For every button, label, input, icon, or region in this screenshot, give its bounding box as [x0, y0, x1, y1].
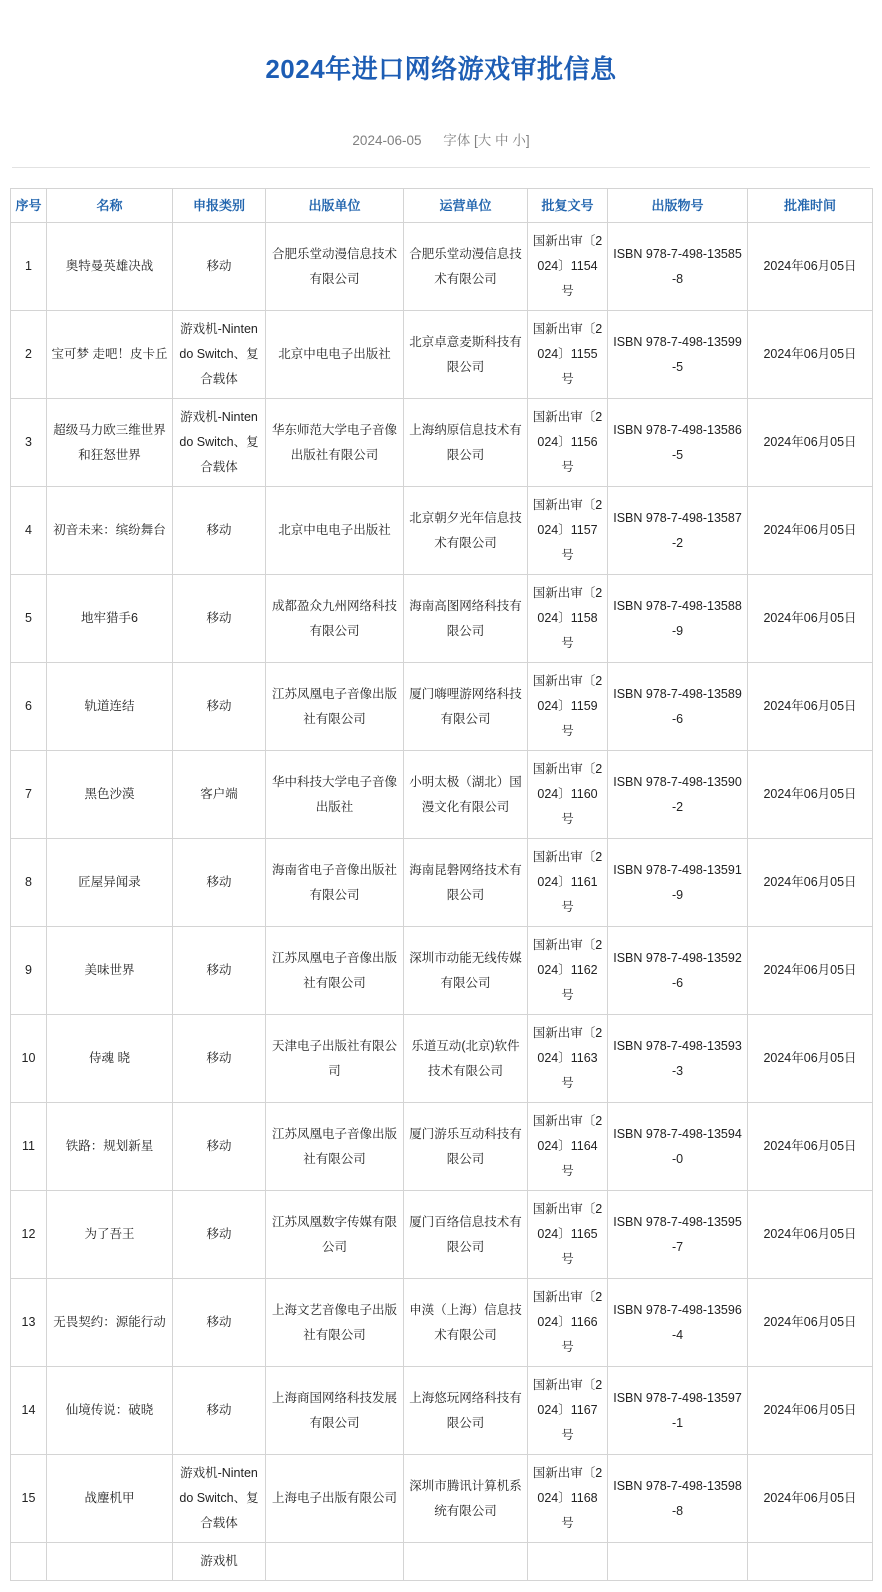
cell-operator: 上海纳原信息技术有限公司 — [404, 399, 528, 487]
cell-category: 游戏机-Nintendo Switch、复合载体 — [173, 1455, 266, 1543]
cell-game-name: 超级马力欧三维世界和狂怒世界 — [47, 399, 173, 487]
column-header-isbn: 出版物号 — [608, 189, 748, 223]
table-row — [11, 1367, 873, 1455]
cell-date: 2024年06月05日 — [748, 1191, 873, 1279]
font-size-large-link[interactable]: 大 — [477, 133, 492, 149]
cell-doc-number: 国新出审〔2024〕1168号 — [528, 1455, 608, 1543]
cell-date: 2024年06月05日 — [748, 311, 873, 399]
cell-operator: 合肥乐堂动漫信息技术有限公司 — [404, 223, 528, 311]
font-size-medium-link[interactable]: 中 — [495, 133, 509, 149]
cell-isbn: ISBN 978-7-498-13594-0 — [608, 1103, 748, 1191]
table-row — [11, 663, 873, 751]
table-header-row — [11, 189, 873, 223]
cell-publisher: 上海商国网络科技发展有限公司 — [266, 1367, 404, 1455]
cell-isbn: ISBN 978-7-498-13591-9 — [608, 839, 748, 927]
table-row — [11, 1191, 873, 1279]
table-row — [11, 1015, 873, 1103]
cell-category: 游戏机 — [173, 1543, 266, 1581]
cell-isbn: ISBN 978-7-498-13585-8 — [608, 223, 748, 311]
cell-game-name: 奥特曼英雄决战 — [47, 223, 173, 311]
cell-category: 游戏机-Nintendo Switch、复合载体 — [173, 311, 266, 399]
cell-game-name: 无畏契约：源能行动 — [47, 1279, 173, 1367]
cell-operator: 北京朝夕光年信息技术有限公司 — [404, 487, 528, 575]
cell-doc-number: 国新出审〔2024〕1158号 — [528, 575, 608, 663]
cell-game-name: 宝可梦 走吧！皮卡丘 — [47, 311, 173, 399]
cell-date: 2024年06月05日 — [748, 751, 873, 839]
cell-operator: 厦门百络信息技术有限公司 — [404, 1191, 528, 1279]
cell-date: 2024年06月05日 — [748, 1455, 873, 1543]
cell-index: 2 — [11, 311, 47, 399]
cell-doc-number: 国新出审〔2024〕1157号 — [528, 487, 608, 575]
bracket-open: [ — [474, 133, 478, 149]
cell-category: 移动 — [173, 223, 266, 311]
cell-date: 2024年06月05日 — [748, 663, 873, 751]
cell-date: 2024年06月05日 — [748, 1367, 873, 1455]
column-header-index: 序号 — [11, 189, 47, 223]
cell-doc-number: 国新出审〔2024〕1167号 — [528, 1367, 608, 1455]
cell-operator — [404, 1543, 528, 1581]
page-title: 2024年进口网络游戏审批信息 — [265, 54, 617, 85]
cell-isbn: ISBN 978-7-498-13588-9 — [608, 575, 748, 663]
table-row — [11, 1455, 873, 1543]
cell-index: 13 — [11, 1279, 47, 1367]
approval-table-body — [11, 223, 873, 1581]
cell-isbn: ISBN 978-7-498-13589-6 — [608, 663, 748, 751]
cell-category: 游戏机-Nintendo Switch、复合载体 — [173, 399, 266, 487]
cell-doc-number: 国新出审〔2024〕1163号 — [528, 1015, 608, 1103]
cell-isbn: ISBN 978-7-498-13592-6 — [608, 927, 748, 1015]
column-header-date: 批准时间 — [748, 189, 873, 223]
cell-index: 11 — [11, 1103, 47, 1191]
cell-doc-number: 国新出审〔2024〕1162号 — [528, 927, 608, 1015]
cell-category: 客户端 — [173, 751, 266, 839]
cell-date: 2024年06月05日 — [748, 575, 873, 663]
cell-date: 2024年06月05日 — [748, 839, 873, 927]
cell-doc-number: 国新出审〔2024〕1155号 — [528, 311, 608, 399]
cell-index: 7 — [11, 751, 47, 839]
cell-doc-number: 国新出审〔2024〕1166号 — [528, 1279, 608, 1367]
cell-index: 4 — [11, 487, 47, 575]
cell-operator: 深圳市腾讯计算机系统有限公司 — [404, 1455, 528, 1543]
cell-doc-number: 国新出审〔2024〕1161号 — [528, 839, 608, 927]
cell-publisher: 华东师范大学电子音像出版社有限公司 — [266, 399, 404, 487]
table-row — [11, 839, 873, 927]
cell-date: 2024年06月05日 — [748, 399, 873, 487]
cell-index: 5 — [11, 575, 47, 663]
cell-category: 移动 — [173, 575, 266, 663]
approval-table — [10, 188, 873, 1581]
cell-publisher: 华中科技大学电子音像出版社 — [266, 751, 404, 839]
cell-operator: 海南昆磐网络技术有限公司 — [404, 839, 528, 927]
cell-publisher: 江苏凤凰电子音像出版社有限公司 — [266, 663, 404, 751]
cell-publisher: 上海文艺音像电子出版社有限公司 — [266, 1279, 404, 1367]
table-row — [11, 751, 873, 839]
cell-isbn: ISBN 978-7-498-13598-8 — [608, 1455, 748, 1543]
cell-index: 12 — [11, 1191, 47, 1279]
cell-index: 9 — [11, 927, 47, 1015]
cell-game-name: 战麈机甲 — [47, 1455, 173, 1543]
cell-isbn: ISBN 978-7-498-13596-4 — [608, 1279, 748, 1367]
cell-isbn: ISBN 978-7-498-13599-5 — [608, 311, 748, 399]
cell-category: 移动 — [173, 1015, 266, 1103]
table-row — [11, 1279, 873, 1367]
cell-publisher: 天津电子出版社有限公司 — [266, 1015, 404, 1103]
cell-publisher: 江苏凤凰电子音像出版社有限公司 — [266, 927, 404, 1015]
cell-publisher — [266, 1543, 404, 1581]
cell-index: 8 — [11, 839, 47, 927]
cell-date: 2024年06月05日 — [748, 223, 873, 311]
cell-isbn: ISBN 978-7-498-13595-7 — [608, 1191, 748, 1279]
table-row — [11, 575, 873, 663]
cell-doc-number: 国新出审〔2024〕1160号 — [528, 751, 608, 839]
table-row — [11, 223, 873, 311]
table-row — [11, 487, 873, 575]
cell-category: 移动 — [173, 1279, 266, 1367]
cell-publisher: 合肥乐堂动漫信息技术有限公司 — [266, 223, 404, 311]
cell-game-name: 美味世界 — [47, 927, 173, 1015]
cell-index: 14 — [11, 1367, 47, 1455]
cell-publisher: 北京中电电子出版社 — [266, 487, 404, 575]
column-header-doc-number: 批复文号 — [528, 189, 608, 223]
cell-index — [11, 1543, 47, 1581]
cell-doc-number: 国新出审〔2024〕1156号 — [528, 399, 608, 487]
cell-category: 移动 — [173, 1103, 266, 1191]
cell-publisher: 江苏凤凰电子音像出版社有限公司 — [266, 1103, 404, 1191]
column-header-category: 申报类别 — [173, 189, 266, 223]
cell-date — [748, 1543, 873, 1581]
cell-isbn: ISBN 978-7-498-13593-3 — [608, 1015, 748, 1103]
cell-category: 移动 — [173, 663, 266, 751]
cell-game-name: 初音未来：缤纷舞台 — [47, 487, 173, 575]
table-row-partial — [11, 1543, 873, 1581]
cell-publisher: 江苏凤凰数字传媒有限公司 — [266, 1191, 404, 1279]
cell-category: 移动 — [173, 1367, 266, 1455]
table-row — [11, 927, 873, 1015]
cell-game-name: 匠屋异闻录 — [47, 839, 173, 927]
cell-game-name: 侍魂 晓 — [47, 1015, 173, 1103]
table-row — [11, 311, 873, 399]
article-meta-bar — [0, 103, 882, 163]
cell-publisher: 成都盈众九州网络科技有限公司 — [266, 575, 404, 663]
cell-publisher: 上海电子出版有限公司 — [266, 1455, 404, 1543]
cell-category: 移动 — [173, 1191, 266, 1279]
cell-doc-number: 国新出审〔2024〕1159号 — [528, 663, 608, 751]
cell-operator: 乐道互动(北京)软件技术有限公司 — [404, 1015, 528, 1103]
cell-date: 2024年06月05日 — [748, 1103, 873, 1191]
font-size-label: 字体 — [443, 133, 471, 149]
cell-index: 1 — [11, 223, 47, 311]
cell-game-name: 黑色沙漠 — [47, 751, 173, 839]
cell-doc-number — [528, 1543, 608, 1581]
cell-publisher: 海南省电子音像出版社有限公司 — [266, 839, 404, 927]
cell-operator: 小明太极（湖北）国漫文化有限公司 — [404, 751, 528, 839]
table-row — [11, 1103, 873, 1191]
cell-operator: 深圳市动能无线传媒有限公司 — [404, 927, 528, 1015]
cell-category: 移动 — [173, 839, 266, 927]
cell-game-name: 地牢猎手6 — [47, 575, 173, 663]
cell-isbn: ISBN 978-7-498-13587-2 — [608, 487, 748, 575]
cell-date: 2024年06月05日 — [748, 487, 873, 575]
publish-date: 2024-06-05 — [352, 133, 422, 149]
cell-game-name: 为了吾王 — [47, 1191, 173, 1279]
cell-date: 2024年06月05日 — [748, 1279, 873, 1367]
table-row — [11, 399, 873, 487]
cell-category: 移动 — [173, 487, 266, 575]
approval-table-container — [0, 168, 882, 1581]
cell-index: 3 — [11, 399, 47, 487]
cell-operator: 海南高图网络科技有限公司 — [404, 575, 528, 663]
cell-doc-number: 国新出审〔2024〕1154号 — [528, 223, 608, 311]
cell-operator: 北京卓意麦斯科技有限公司 — [404, 311, 528, 399]
cell-isbn: ISBN 978-7-498-13590-2 — [608, 751, 748, 839]
cell-index: 6 — [11, 663, 47, 751]
font-size-small-link[interactable]: 小 — [512, 133, 526, 149]
cell-doc-number: 国新出审〔2024〕1164号 — [528, 1103, 608, 1191]
cell-game-name: 仙境传说：破晓 — [47, 1367, 173, 1455]
bracket-close: ] — [525, 133, 530, 149]
cell-operator: 厦门游乐互动科技有限公司 — [404, 1103, 528, 1191]
column-header-operator: 运营单位 — [404, 189, 528, 223]
cell-operator: 厦门嗨哩游网络科技有限公司 — [404, 663, 528, 751]
cell-date: 2024年06月05日 — [748, 927, 873, 1015]
cell-isbn — [608, 1543, 748, 1581]
cell-category: 移动 — [173, 927, 266, 1015]
column-header-publisher: 出版单位 — [266, 189, 404, 223]
cell-operator: 申渶（上海）信息技术有限公司 — [404, 1279, 528, 1367]
cell-operator: 上海悠玩网络科技有限公司 — [404, 1367, 528, 1455]
cell-game-name: 轨道连结 — [47, 663, 173, 751]
cell-date: 2024年06月05日 — [748, 1015, 873, 1103]
cell-isbn: ISBN 978-7-498-13586-5 — [608, 399, 748, 487]
cell-index: 10 — [11, 1015, 47, 1103]
cell-game-name — [47, 1543, 173, 1581]
cell-game-name: 铁路：规划新星 — [47, 1103, 173, 1191]
column-header-name: 名称 — [47, 189, 173, 223]
cell-doc-number: 国新出审〔2024〕1165号 — [528, 1191, 608, 1279]
cell-index: 15 — [11, 1455, 47, 1543]
cell-publisher: 北京中电电子出版社 — [266, 311, 404, 399]
font-size-controls — [474, 133, 530, 148]
cell-isbn: ISBN 978-7-498-13597-1 — [608, 1367, 748, 1455]
